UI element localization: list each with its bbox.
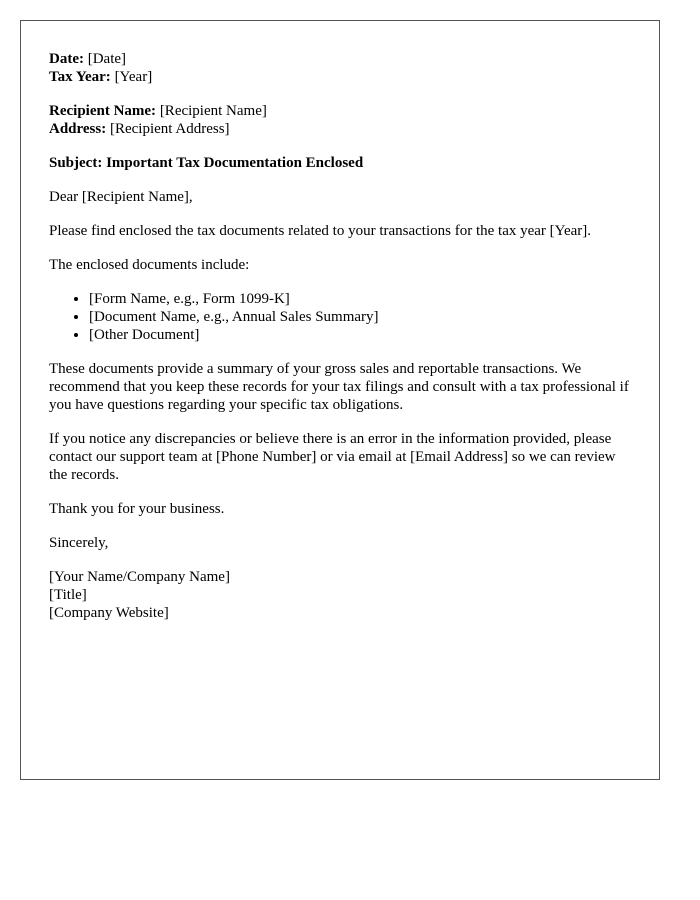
salutation: Dear [Recipient Name], xyxy=(49,189,193,205)
recipient-name-line xyxy=(49,102,631,120)
thanks-paragraph: Thank you for your business. xyxy=(49,501,225,517)
recipient-address-line xyxy=(49,120,631,138)
recipient-block xyxy=(49,102,631,138)
summary-paragraph: These documents provide a summary of your gross sales and reportable transactions. We recommend that you keep these records for your tax filings and consult with a tax professional if you have questions regarding your specific tax obligations. xyxy=(49,361,629,413)
document-list-item: • [Form Name, e.g., Form 1099-K] xyxy=(89,290,631,308)
header-block xyxy=(49,50,631,86)
intro-paragraph: Please find enclosed the tax documents related to your transactions for the tax year [Year]. xyxy=(49,223,592,239)
sign-off: Sincerely, xyxy=(49,535,109,551)
list-intro: The enclosed documents include: xyxy=(49,257,250,273)
date-label: Date: xyxy=(49,51,84,67)
date-line xyxy=(49,50,631,68)
recipient-name-label: Recipient Name: xyxy=(49,103,157,119)
recipient-address-value: [Recipient Address] xyxy=(109,121,230,137)
recipient-name-value: [Recipient Name] xyxy=(159,103,267,119)
tax-year-line xyxy=(49,68,631,86)
tax-year-value: [Year] xyxy=(114,69,153,85)
document-list xyxy=(49,290,631,344)
signature-name: [Your Name/Company Name] xyxy=(49,569,230,585)
discrepancy-paragraph: If you notice any discrepancies or believe there is an error in the information provided, please contact our support team at [Phone Number] or via email at [Email Address] so we can review the records. xyxy=(49,431,616,483)
document-list-item: • [Other Document] xyxy=(89,326,631,344)
subject-line: Subject: Important Tax Documentation Enclosed xyxy=(49,155,364,171)
document-list-item: • [Document Name, e.g., Annual Sales Summary] xyxy=(89,308,631,326)
letter-document xyxy=(20,20,660,780)
tax-year-label: Tax Year: xyxy=(49,69,111,85)
signature-block xyxy=(49,568,631,622)
date-value: [Date] xyxy=(87,51,127,67)
signature-website: [Company Website] xyxy=(49,605,169,621)
signature-title: [Title] xyxy=(49,587,87,603)
recipient-address-label: Address: xyxy=(49,121,107,137)
